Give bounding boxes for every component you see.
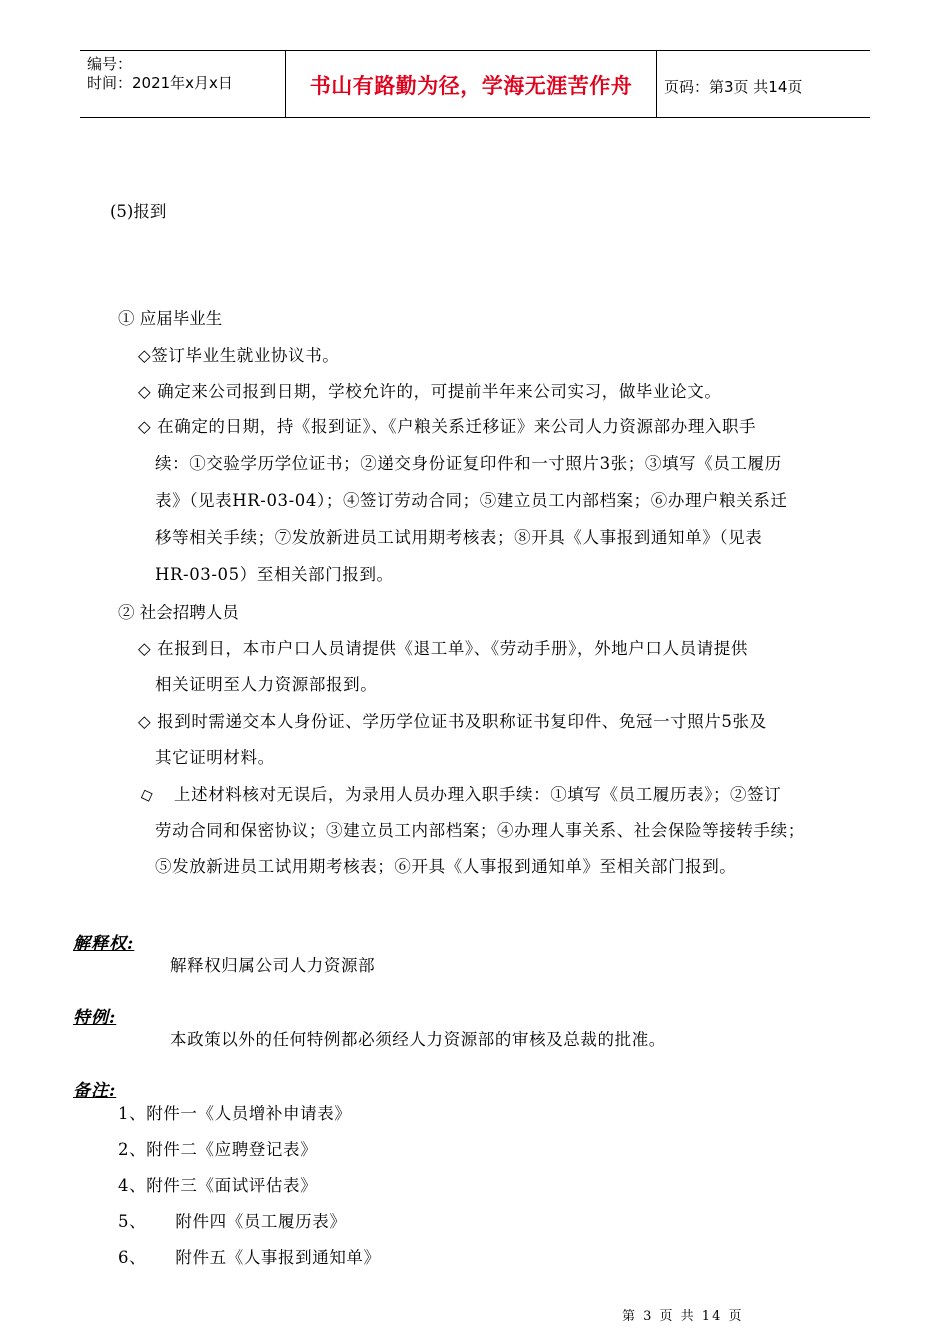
subsection-title-social-hires: ② 社会招聘人员	[118, 603, 239, 622]
list-item-line: 相关证明至人力资源部报到。	[155, 675, 378, 694]
diamond-bullet-icon: ◇	[137, 783, 156, 806]
list-item-line: ◇ 在确定的日期，持《报到证》、《户粮关系迁移证》来公司人力资源部办理入职手	[138, 417, 757, 436]
header-time-label: 时间：2021年x月x日	[87, 74, 233, 92]
header-motto: 书山有路勤为径，学海无涯苦作舟	[309, 74, 633, 98]
note-item: 2、附件二《应聘登记表》	[118, 1140, 318, 1159]
list-item-line: ⑤发放新进员工试用期考核表；⑥开具《人事报到通知单》至相关部门报到。	[155, 857, 737, 876]
note-item: 5、 附件四《员工履历表》	[118, 1212, 347, 1231]
list-item-line: 表》（见表HR-03-04）；④签订劳动合同；⑤建立员工内部档案；⑥办理户粮关系迁	[155, 491, 788, 510]
list-item-line: 续：①交验学历学位证书；②递交身份证复印件和一寸照片3张；③填写《员工履历	[155, 454, 782, 473]
subsection-title-graduates: ① 应届毕业生	[118, 309, 223, 328]
list-item-line: HR-03-05）至相关部门报到。	[155, 565, 394, 584]
list-item-line: 其它证明材料。	[155, 748, 275, 767]
interpretation-label: 解释权:	[73, 934, 135, 954]
exception-label: 特例:	[73, 1008, 117, 1028]
list-item-line: ◇ 在报到日，本市户口人员请提供《退工单》、《劳动手册》，外地户口人员请提供	[138, 639, 748, 658]
interpretation-text: 解释权归属公司人力资源部	[170, 956, 376, 975]
list-item: ◇签订毕业生就业协议书。	[138, 346, 340, 365]
note-item: 6、 附件五《人事报到通知单》	[118, 1248, 381, 1267]
notes-label: 备注:	[73, 1081, 117, 1101]
header-number-label: 编号：	[87, 55, 133, 73]
list-item-line: 上述材料核对无误后，为录用人员办理入职手续：①填写《员工履历表》；②签订	[174, 785, 782, 804]
note-item: 4、附件三《面试评估表》	[118, 1176, 318, 1195]
list-item-line: ◇ 报到时需递交本人身份证、学历学位证书及职称证书复印件、免冠一寸照片5张及	[138, 712, 767, 731]
exception-text: 本政策以外的任何特例都必须经人力资源部的审核及总裁的批准。	[170, 1030, 666, 1049]
header-page-label: 页码：第3页 共14页	[664, 78, 803, 96]
list-item-line: 移等相关手续；⑦发放新进员工试用期考核表；⑧开具《人事报到通知单》（见表	[155, 528, 763, 547]
list-item: ◇ 确定来公司报到日期，学校允许的，可提前半年来公司实习，做毕业论文。	[138, 382, 722, 401]
header-divider-right	[656, 50, 657, 118]
header-top-rule	[80, 50, 870, 51]
header-bottom-rule	[80, 117, 870, 118]
note-item: 1、附件一《人员增补申请表》	[118, 1104, 352, 1123]
section-title: (5)报到	[110, 202, 167, 221]
list-item-line: 劳动合同和保密协议；③建立员工内部档案；④办理人事关系、社会保险等接转手续；	[155, 821, 805, 840]
page-footer: 第 3 页 共 14 页	[622, 1309, 744, 1324]
